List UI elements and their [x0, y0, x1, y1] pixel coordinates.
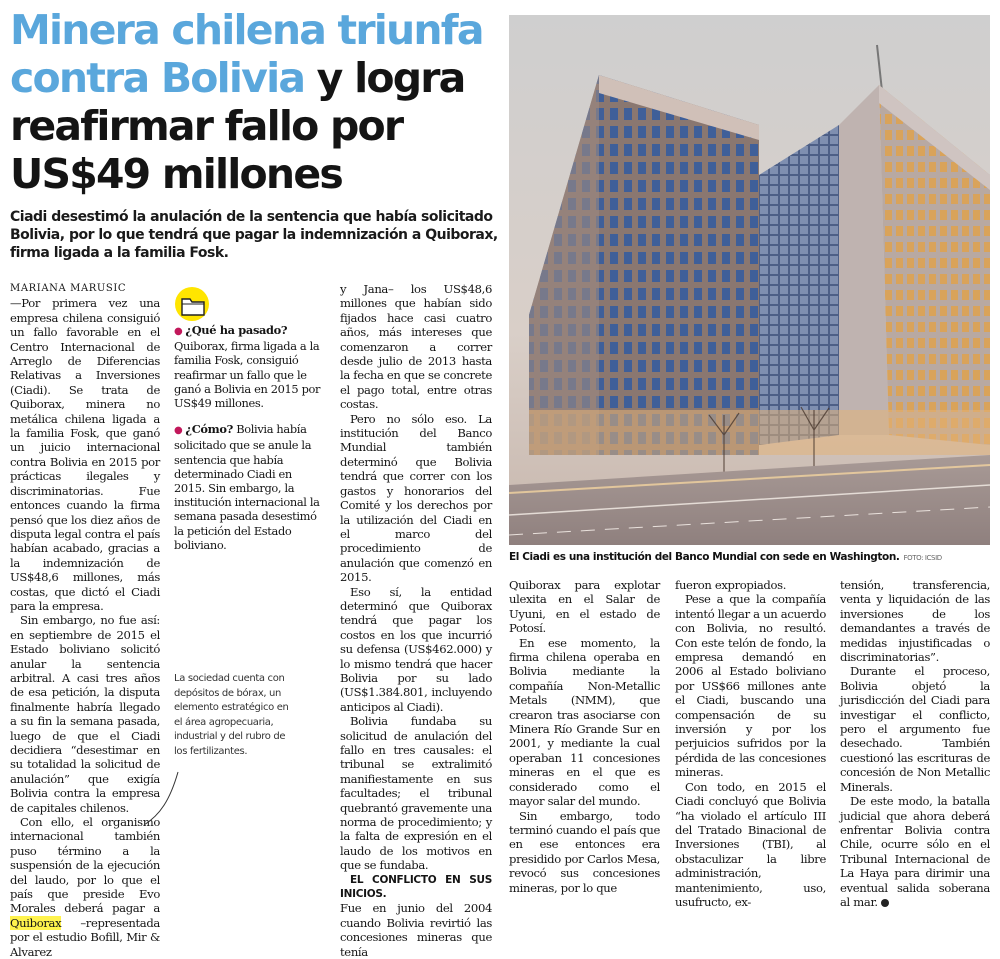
highlighted-word: Quiborax [10, 915, 62, 930]
article-column-1 [10, 282, 160, 959]
paragraph [840, 794, 990, 909]
qa-answer: Bolivia había solicitado que se anule la sentencia que había determinado Ciadi en 2015. Sin embargo, la institución internacional la semana pasada desestimó la petición del Estado boliviano. [174, 422, 320, 552]
article-column-3 [340, 282, 492, 959]
caption-text: El Ciadi es una institución del Banco Mundial con sede en Washington. [509, 551, 900, 563]
paragraph: Durante el proceso, Bolivia objetó la jurisdicción del Ciadi para investigar el conflicto, pero el argumento fue desechado. También cuestionó las escrituras de concesión de Non Metallic Minerals. [840, 664, 990, 794]
paragraph: Con todo, en 2015 el Ciadi concluyó que Bolivia “ha violado el artículo III del Tratado Binacional de Inversiones (TBI), al obstaculizar la libre administración, mantenimiento, uso, usufructo, ex- [675, 779, 826, 909]
qa-question: ¿Cómo? [185, 422, 233, 437]
end-of-article-icon [881, 899, 889, 907]
qa-item [174, 323, 326, 410]
paragraph-text: Con ello, el organismo internacional también puso término a la suspensión de la ejecución del laudo, por lo que el país que preside Evo Morales deberá pagar a [10, 815, 160, 916]
paragraph: Sin embargo, todo terminó cuando el país que en ese entonces era presidido por Carlos Mesa, revocó sus concesiones mineras, por lo que [509, 808, 660, 895]
paragraph: Sin embargo, no fue así: en septiembre de 2015 el Estado boliviano solicitó anular la sentencia arbitral. A casi tres años de esa petición, la disputa finalmente habría llegado a su fin la semana pasada, luego de que el Ciadi decidiera “desestimar en su totalidad la solicitud de anulación” que exigía Bolivia contra la empresa de capitales chilenos. [10, 613, 160, 815]
headline-highlight: Minera chilena triunfa contra Bolivia [10, 6, 483, 102]
paragraph: fueron expropiados. [675, 578, 787, 592]
callout-arrow-icon [140, 770, 180, 830]
article-photo [509, 15, 990, 545]
paragraph: Bolivia fundaba su solicitud de anulación del fallo en tres causales: el tribunal se extralimitó manifiestamente en sus facultades; el tribunal quebrantó gravemente una norma de procedimiento; y la falta de expresión en el laudo de los motivos en que se fundaba. [340, 714, 492, 873]
paragraph: Pero no sólo eso. La institución del Banco Mundial también determinó que Bolivia tendrá que correr con los gastos y honorarios del Comité y los derechos por la utilización del Ciadi en el marco del procedimiento de anulación que comenzó en 2015. [340, 411, 492, 585]
paragraph [10, 815, 160, 959]
paragraph: tensión, transferencia, venta y liquidación de las inversiones de los demandantes a través de medidas injustificadas o discriminatorias”. [840, 578, 990, 665]
paragraph: Eso sí, la entidad determinó que Quiborax tendrá que pagar los costos en los que incurrió su defensa (US$462.000) y lo mismo tendrá que hacer Bolivia por su lado (US$1.384.801, incluyendo anticipos al Ciadi). [340, 584, 492, 714]
qa-answer: Quiborax, firma ligada a la familia Fosk, consiguió reafirmar un fallo que le ganó a Bolivia en 2015 por US$49 millones. [174, 339, 321, 411]
qa-sidebar [174, 323, 326, 564]
subheading: EL CONFLICTO EN SUS INICIOS. [340, 873, 492, 901]
headline [10, 6, 490, 198]
paragraph: En ese momento, la firma chilena operaba en Bolivia mediante la compañía Non-Metallic Metals (NMM), que crearon tras asociarse con Minera Río Grande Sur en 2001, y mediante la cual operaban 11 concesiones mineras en el que es considerado como el mayor salar del mundo. [509, 635, 660, 809]
photo-credit: FOTO: ICSID [903, 554, 942, 562]
side-note: La sociedad cuenta con depósitos de bórax, un elemento estratégico en el área agropecuaria, industrial y del rubro de los fertilizantes. [174, 673, 289, 757]
paragraph: Fue en junio del 2004 cuando Bolivia revirtió las concesiones mineras que tenía [340, 901, 492, 959]
paragraph: Pese a que la compañía intentó llegar a un acuerdo con Bolivia, no resultó. Con este telón de fondo, la empresa demandó en 2006 al Estado boliviano por US$66 millones ante el Ciadi, buscando una compensación de su inversión y por los perjuicios sufridos por la pérdida de las concesiones mineras. [675, 592, 826, 780]
headline-rest: y logra reafirmar fallo por US$49 millones [10, 54, 465, 198]
article-column-4 [509, 578, 660, 895]
paragraph: y Jana– los US$48,6 millones que habían sido fijados hace casi cuatro años, más intereses que comenzaron a correr desde julio de 2013 hasta la fecha en que se concrete el pago total, entre otras costas. [340, 282, 492, 412]
qa-item [174, 422, 326, 552]
paragraph-text: –representada por el estudio Bofill, Mir & Alvarez [10, 915, 160, 959]
bullet-icon: ● [174, 425, 183, 437]
paragraph: Quiborax para explotar ulexita en el Salar de Uyuni, en el estado de Potosí. [509, 578, 660, 636]
deck-summary: Ciadi desestimó la anulación de la sentencia que había solicitado Bolivia, por lo que tendrá que pagar la indemnización a Quiborax, firma ligada a la familia Fosk. [10, 209, 498, 261]
bullet-icon: ● [174, 326, 183, 337]
byline: MARIANA MARUSIC [10, 283, 127, 294]
paragraph-text: De este modo, la batalla judicial que ahora deberá enfrentar Bolivia contra Chile, ocurre sólo en el Tribunal Internacional de La Haya para dirimir una eventual salida soberana al mar. [840, 794, 990, 909]
folder-icon [174, 286, 214, 322]
paragraph: —Por primera vez una empresa chilena consiguió un fallo favorable en el Centro Internacional de Arreglo de Diferencias Relativas a Inversiones (Ciadi). Se trata de Quiborax, minera no metálica chilena ligada a la familia Fosk, que ganó un juicio internacional contra Bolivia en 2015 por prácticas ilegales y discriminatorias. Fue entonces cuando la firma pensó que los diez años de disputa legal contra el país habían acabado, gracias a la indemnización de US$48,6 millones, más costas, que dictó el Ciadi para la empresa. [10, 296, 160, 613]
photo-caption [509, 551, 990, 563]
qa-question: ¿Qué ha pasado? [185, 323, 288, 337]
